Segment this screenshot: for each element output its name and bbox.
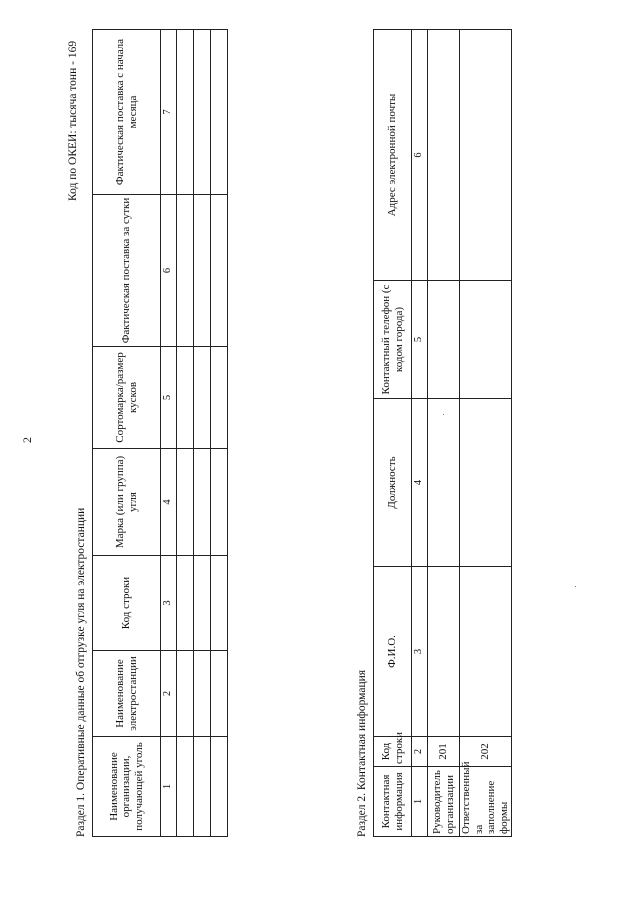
section1-header-row bbox=[93, 30, 161, 837]
column-number: 6 bbox=[412, 30, 428, 281]
empty-cell bbox=[428, 281, 460, 399]
column-number: 4 bbox=[161, 449, 177, 556]
empty-cell bbox=[177, 30, 194, 195]
header-sort-size: Сортомарка/размер кусков bbox=[93, 347, 161, 449]
column-number: 2 bbox=[161, 651, 177, 737]
column-number: 1 bbox=[161, 737, 177, 837]
section1-title: Раздел 1. Оперативные данные об отгрузке угля на электростанции bbox=[75, 507, 87, 837]
empty-cell bbox=[177, 651, 194, 737]
header-row-code: Код строки bbox=[374, 737, 412, 767]
header-email: Адрес электронной почты bbox=[374, 30, 412, 281]
empty-cell bbox=[194, 30, 211, 195]
empty-cell bbox=[211, 449, 228, 556]
section2-row-responsible bbox=[460, 30, 512, 837]
column-number: 1 bbox=[412, 767, 428, 837]
empty-cell bbox=[428, 30, 460, 281]
section1-column-numbers-row bbox=[161, 30, 177, 837]
section2-title: Раздел 2. Контактная информация bbox=[356, 669, 368, 837]
empty-cell bbox=[428, 399, 460, 567]
section2-row-head bbox=[428, 30, 460, 837]
empty-cell bbox=[194, 449, 211, 556]
empty-cell bbox=[211, 30, 228, 195]
page-number: 2 bbox=[20, 437, 34, 443]
empty-cell bbox=[177, 737, 194, 837]
empty-cell bbox=[460, 30, 512, 281]
empty-cell bbox=[194, 651, 211, 737]
section2-header-row bbox=[374, 30, 412, 837]
header-coal-grade: Марка (или группа) угля bbox=[93, 449, 161, 556]
column-number: 4 bbox=[412, 399, 428, 567]
column-number: 3 bbox=[161, 556, 177, 651]
header-daily-delivery: Фактическая поставка за сутки bbox=[93, 195, 161, 347]
column-number: 3 bbox=[412, 567, 428, 737]
empty-cell bbox=[460, 281, 512, 399]
empty-cell bbox=[460, 399, 512, 567]
row-label-head: Руководитель организации bbox=[428, 767, 460, 837]
header-row-code: Код строки bbox=[93, 556, 161, 651]
empty-cell bbox=[211, 651, 228, 737]
empty-cell bbox=[194, 737, 211, 837]
empty-cell bbox=[177, 195, 194, 347]
column-number: 6 bbox=[161, 195, 177, 347]
column-number: 5 bbox=[412, 281, 428, 399]
section2-table bbox=[373, 29, 512, 837]
header-recipient-organization: Наименование организации, получающей уголь bbox=[93, 737, 161, 837]
scan-speck bbox=[443, 414, 444, 415]
empty-cell bbox=[194, 195, 211, 347]
column-number: 2 bbox=[412, 737, 428, 767]
empty-cell bbox=[194, 347, 211, 449]
empty-cell bbox=[211, 737, 228, 837]
scan-speck bbox=[575, 586, 576, 587]
empty-cell bbox=[194, 556, 211, 651]
section1-empty-row bbox=[211, 30, 228, 837]
header-month-delivery: Фактическая поставка с начала месяца bbox=[93, 30, 161, 195]
header-phone: Контактный телефон (с кодом города) bbox=[374, 281, 412, 399]
empty-cell bbox=[211, 556, 228, 651]
column-number: 7 bbox=[161, 30, 177, 195]
section2-column-numbers-row bbox=[412, 30, 428, 837]
header-position: Должность bbox=[374, 399, 412, 567]
empty-cell bbox=[460, 567, 512, 737]
header-contact-info: Контактная информация bbox=[374, 767, 412, 837]
header-power-station: Наименование электростанции bbox=[93, 651, 161, 737]
okei-unit-code: Код по ОКЕИ: тысяча тонн - 169 bbox=[67, 40, 79, 201]
column-number: 5 bbox=[161, 347, 177, 449]
empty-cell bbox=[211, 347, 228, 449]
empty-cell bbox=[428, 567, 460, 737]
section1-table bbox=[92, 29, 228, 837]
empty-cell bbox=[177, 556, 194, 651]
empty-cell bbox=[177, 449, 194, 556]
row-code-202: 202 bbox=[460, 737, 512, 767]
section1-empty-row bbox=[194, 30, 211, 837]
row-code-201: 201 bbox=[428, 737, 460, 767]
header-full-name: Ф.И.О. bbox=[374, 567, 412, 737]
empty-cell bbox=[177, 347, 194, 449]
section1-empty-row bbox=[177, 30, 194, 837]
row-label-responsible: Ответственный за заполнение формы bbox=[460, 767, 512, 837]
empty-cell bbox=[211, 195, 228, 347]
